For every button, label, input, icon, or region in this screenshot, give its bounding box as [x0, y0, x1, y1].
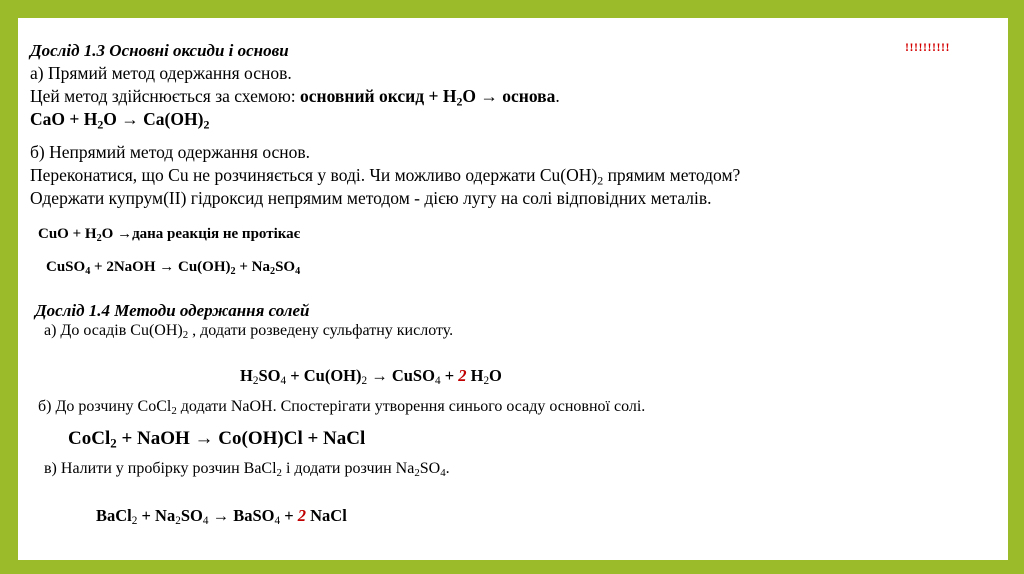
exp13-indirect-method: б) Непрямий метод одержання основ. [30, 142, 311, 162]
exp13-direct-method: а) Прямий метод одержання основ. [30, 63, 292, 83]
exp13-scheme-line: Цей метод здійснюється за схемою: основний оксид + $H_2O$ → основа. [30, 86, 560, 109]
exp13-heading: Дослід 1.3 Основні оксиди і основи [30, 41, 289, 60]
equation-cuso4: CuSO$_4$ + 2NaOH → $Cu(OH)_2 + Na_2SO_4$ [46, 259, 301, 277]
exp14-step-b: б) До розчину CoCl$_2$ додати NaOH. Спостерігати утворення синього осаду основної солі. [38, 398, 646, 418]
exp14-step-a: а) До осадів $Cu(OH)_2$ , додати розведену сульфатну кислоту. [44, 322, 454, 342]
exp13-obtain-line: Одержати купрум(II) гідроксид непрямим методом - дією лугу на солі відповідних металів. [30, 188, 712, 208]
equation-cao: CaO + $H_2O \to Ca(OH)_2$ [30, 109, 210, 132]
warning-marks: !!!!!!!!!! [905, 40, 950, 54]
coefficient-2: 2 [458, 366, 467, 385]
equation-bacl2: BaCl$_2$ + $Na_2SO_4$ → BaSO$_4$ + 2 NaCl [96, 506, 347, 528]
equation-cocl2: CoCl$_2$ + NaOH → Co(OH)Cl + NaCl [68, 428, 366, 451]
exp14-heading: Дослід 1.4 Методи одержання солей [35, 301, 310, 320]
slide [18, 18, 1008, 560]
coefficient-2: 2 [297, 506, 306, 525]
equation-h2so4: $H_2SO_4 + Cu(OH)_2$ → CuSO$_4$ + 2 $H_2O$ [240, 366, 502, 388]
exp14-step-c: в) Налити у пробірку розчин BaCl$_2$ і додати розчин $Na_2SO_4$. [44, 460, 450, 480]
exp13-check-line: Переконатися, що Cu не розчиняється у воді. Чи можливо одержати $Cu(OH)_2$ прямим методом? [30, 165, 741, 188]
equation-cuo: CuO + $H_2O$ →дана реакція не протікає [38, 226, 301, 244]
